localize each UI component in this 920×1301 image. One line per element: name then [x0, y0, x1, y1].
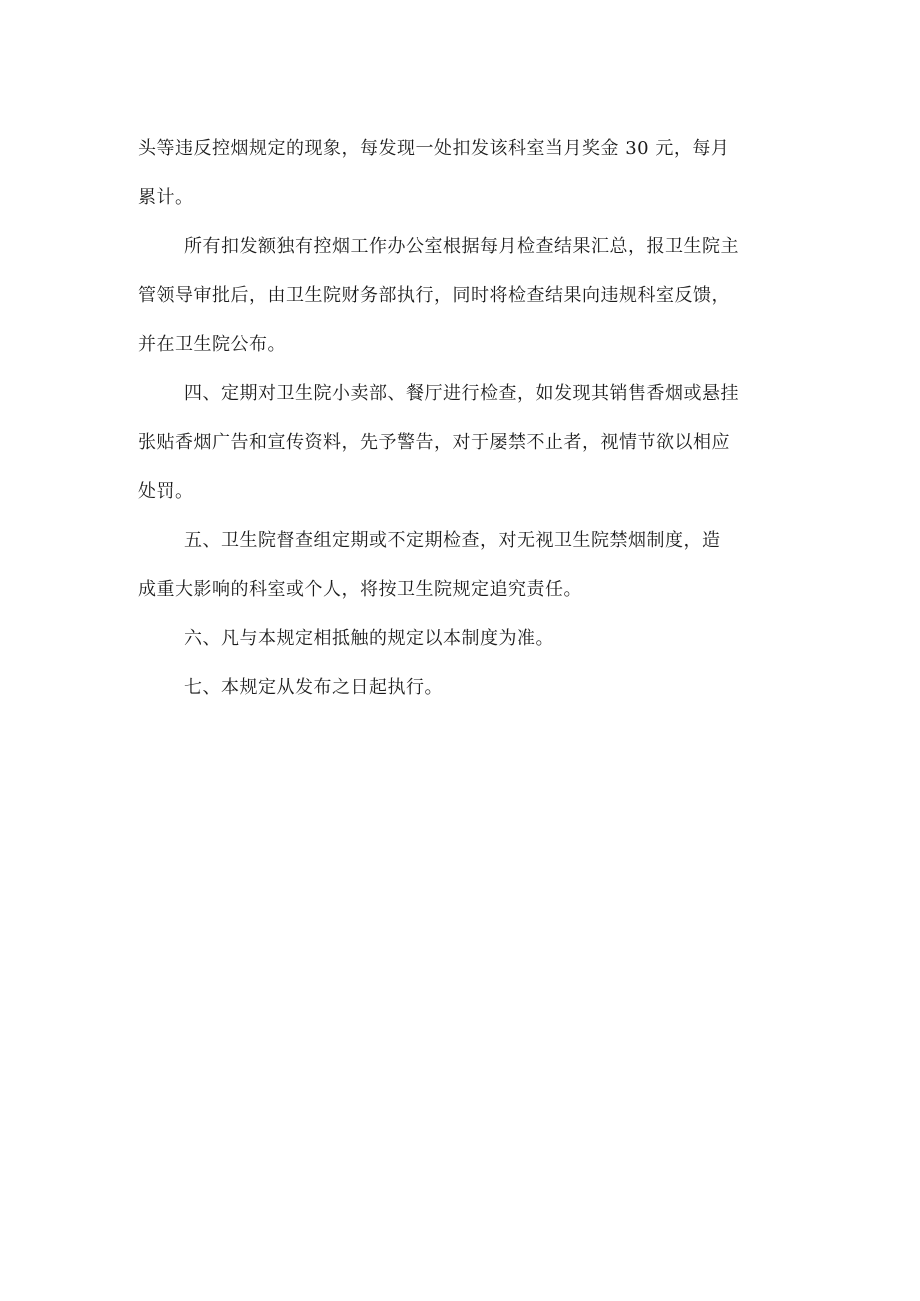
text-line-5: 并在卫生院公布。 — [138, 334, 286, 355]
text-line-9: 五、卫生院督查组定期或不定期检查，对无视卫生院禁烟制度，造 — [184, 530, 721, 551]
text-line-1: 头等违反控烟规定的现象，每发现一处扣发该科室当月奖金 30 元，每月 — [138, 138, 730, 159]
text-line-12: 七、本规定从发布之日起执行。 — [184, 677, 443, 698]
text-line-7: 张贴香烟广告和宣传资料，先予警告，对于屡禁不止者，视情节欲以相应 — [138, 432, 730, 453]
text-line-11: 六、凡与本规定相抵触的规定以本制度为准。 — [184, 628, 554, 649]
text-line-6: 四、定期对卫生院小卖部、餐厅进行检查，如发现其销售香烟或悬挂 — [184, 383, 739, 404]
text-line-8: 处罚。 — [138, 481, 194, 502]
text-line-3: 所有扣发额独有控烟工作办公室根据每月检查结果汇总，报卫生院主 — [184, 236, 739, 257]
text-line-4: 管领导审批后，由卫生院财务部执行，同时将检查结果向违规科室反馈， — [138, 285, 730, 306]
text-line-2: 累计。 — [138, 187, 194, 208]
document-body — [138, 124, 788, 712]
text-line-10: 成重大影响的科室或个人，将按卫生院规定追究责任。 — [138, 579, 582, 600]
